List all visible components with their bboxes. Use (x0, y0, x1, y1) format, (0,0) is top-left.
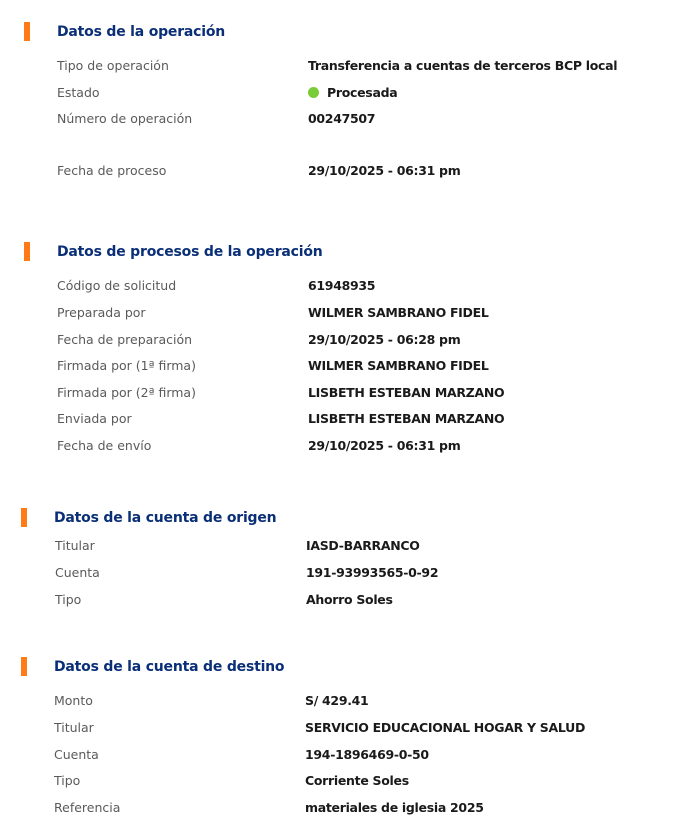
detail-label: Código de solicitud (57, 278, 177, 293)
status-text: Procesada (327, 85, 398, 100)
detail-row (0, 798, 675, 818)
detail-value: Corriente Soles (305, 773, 409, 788)
detail-row (0, 303, 675, 323)
detail-label: Monto (54, 693, 93, 708)
status-dot-icon (308, 87, 319, 98)
detail-label: Fecha de envío (57, 438, 152, 453)
detail-value: 29/10/2025 - 06:31 pm (308, 163, 461, 178)
detail-label: Tipo de operación (57, 58, 169, 73)
detail-label: Fecha de proceso (57, 163, 167, 178)
detail-value: SERVICIO EDUCACIONAL HOGAR Y SALUD (305, 720, 586, 735)
detail-row-status (0, 83, 675, 103)
detail-row (0, 330, 675, 350)
detail-label: Tipo (55, 592, 82, 607)
detail-value: LISBETH ESTEBAN MARZANO (308, 411, 505, 426)
detail-row (0, 718, 675, 738)
detail-row (0, 691, 675, 711)
detail-value: Ahorro Soles (306, 592, 393, 607)
detail-value: S/ 429.41 (305, 693, 369, 708)
detail-label: Tipo (54, 773, 81, 788)
detail-label: Estado (57, 85, 100, 100)
detail-row (0, 383, 675, 403)
section-title: Datos de la operación (57, 24, 226, 40)
section-title: Datos de la cuenta de destino (54, 659, 285, 675)
detail-row (0, 436, 675, 456)
detail-label: Firmada por (2ª firma) (57, 385, 196, 400)
detail-value: materiales de iglesia 2025 (305, 800, 484, 815)
section-accent-bar (24, 22, 30, 41)
detail-row (0, 536, 675, 556)
status-value (308, 83, 397, 103)
detail-label: Cuenta (55, 565, 100, 580)
detail-row (0, 109, 675, 129)
detail-row (0, 745, 675, 765)
detail-label: Cuenta (54, 747, 99, 762)
detail-value: 29/10/2025 - 06:28 pm (308, 332, 461, 347)
detail-label: Titular (54, 720, 94, 735)
section-accent-bar (21, 508, 27, 527)
detail-label: Preparada por (57, 305, 146, 320)
detail-value: 00247507 (308, 111, 376, 126)
detail-label: Titular (55, 538, 95, 553)
detail-row (0, 356, 675, 376)
detail-label: Número de operación (57, 111, 193, 126)
detail-value: IASD-BARRANCO (306, 538, 420, 553)
detail-value: 29/10/2025 - 06:31 pm (308, 438, 461, 453)
detail-value: Transferencia a cuentas de terceros BCP local (308, 58, 618, 73)
detail-row (0, 161, 675, 181)
detail-label: Fecha de preparación (57, 332, 193, 347)
detail-row (0, 563, 675, 583)
detail-row (0, 276, 675, 296)
detail-value: 61948935 (308, 278, 376, 293)
detail-row (0, 56, 675, 76)
detail-row (0, 771, 675, 791)
detail-label: Firmada por (1ª firma) (57, 358, 196, 373)
section-title: Datos de procesos de la operación (57, 244, 323, 260)
section-accent-bar (21, 657, 27, 676)
detail-row (0, 409, 675, 429)
detail-value: WILMER SAMBRANO FIDEL (308, 305, 489, 320)
detail-value: 191-93993565-0-92 (306, 565, 439, 580)
detail-label: Referencia (54, 800, 121, 815)
detail-value: 194-1896469-0-50 (305, 747, 429, 762)
section-title: Datos de la cuenta de origen (54, 510, 277, 526)
detail-label: Enviada por (57, 411, 132, 426)
detail-value: LISBETH ESTEBAN MARZANO (308, 385, 505, 400)
detail-value: WILMER SAMBRANO FIDEL (308, 358, 489, 373)
section-accent-bar (24, 242, 30, 261)
detail-row (0, 590, 675, 610)
